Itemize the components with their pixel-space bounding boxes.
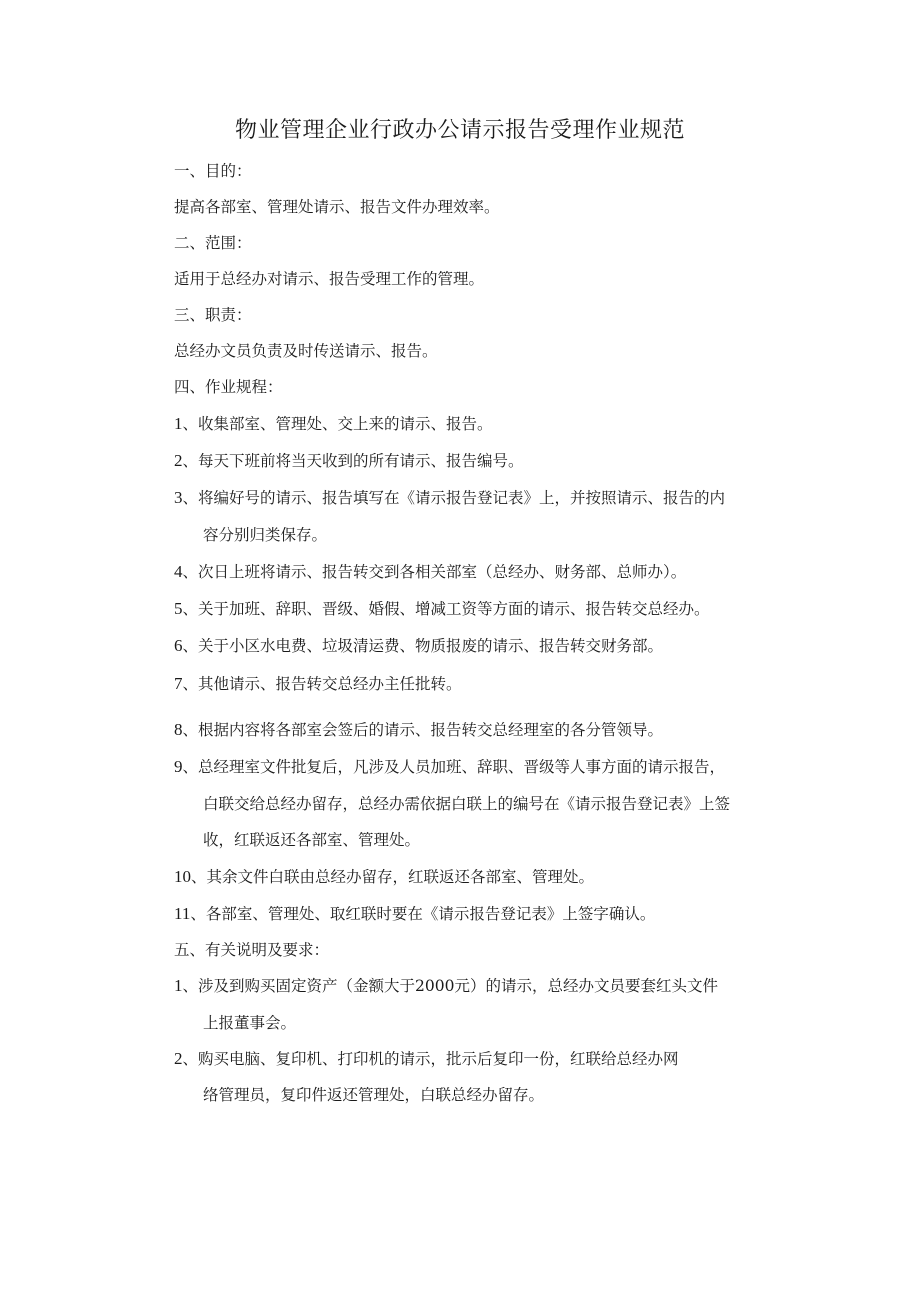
procedure-item-2: 2、每天下班前将当天收到的所有请示、报告编号。 [174, 451, 524, 470]
section-heading-notes: 五、有关说明及要求： [174, 941, 330, 959]
paragraph-purpose: 提高各部室、管理处请示、报告文件办理效率。 [174, 198, 500, 216]
section-heading-scope: 二、范围： [174, 234, 252, 252]
notes-item-1-continued: 上报董事会。 [203, 1014, 297, 1032]
notes-item-2-continued: 络管理员，复印件返还管理处，白联总经办留存。 [203, 1086, 545, 1104]
procedure-item-11: 11、各部室、管理处、取红联时要在《请示报告登记表》上签字确认。 [174, 904, 656, 923]
section-heading-duties: 三、职责： [174, 306, 252, 324]
notes-item-1: 1、涉及到购买固定资产（金额大于2000元）的请示，总经办文员要套红头文件 [174, 976, 718, 995]
notes-item-2: 2、购买电脑、复印机、打印机的请示，批示后复印一份，红联给总经办网 [174, 1049, 679, 1068]
procedure-item-4: 4、次日上班将请示、报告转交到各相关部室（总经办、财务部、总师办）。 [174, 562, 687, 581]
procedure-item-8: 8、根据内容将各部室会签后的请示、报告转交总经理室的各分管领导。 [174, 720, 664, 739]
procedure-item-7: 7、其他请示、报告转交总经办主任批转。 [174, 674, 462, 693]
procedure-item-9-continued-1: 白联交给总经办留存，总经办需依据白联上的编号在《请示报告登记表》上签 [203, 795, 731, 813]
paragraph-scope: 适用于总经办对请示、报告受理工作的管理。 [174, 270, 485, 288]
procedure-item-3: 3、将编好号的请示、报告填写在《请示报告登记表》上，并按照请示、报告的内 [174, 488, 726, 507]
section-heading-purpose: 一、目的： [174, 162, 252, 180]
section-heading-procedure: 四、作业规程： [174, 378, 283, 396]
procedure-item-9-continued-2: 收，红联返还各部室、管理处。 [203, 831, 421, 849]
document-title: 物业管理企业行政办公请示报告受理作业规范 [234, 118, 685, 143]
procedure-item-1: 1、收集部室、管理处、交上来的请示、报告。 [174, 414, 493, 433]
procedure-item-9: 9、总经理室文件批复后，凡涉及人员加班、辞职、晋级等人事方面的请示报告， [174, 757, 726, 776]
paragraph-duties: 总经办文员负责及时传送请示、报告。 [174, 342, 438, 360]
procedure-item-5: 5、关于加班、辞职、晋级、婚假、增减工资等方面的请示、报告转交总经办。 [174, 599, 710, 618]
procedure-item-10: 10、其余文件白联由总经办留存，红联返还各部室、管理处。 [174, 867, 595, 886]
procedure-item-3-continued: 容分别归类保存。 [203, 526, 328, 544]
procedure-item-6: 6、关于小区水电费、垃圾清运费、物质报废的请示、报告转交财务部。 [174, 636, 664, 655]
